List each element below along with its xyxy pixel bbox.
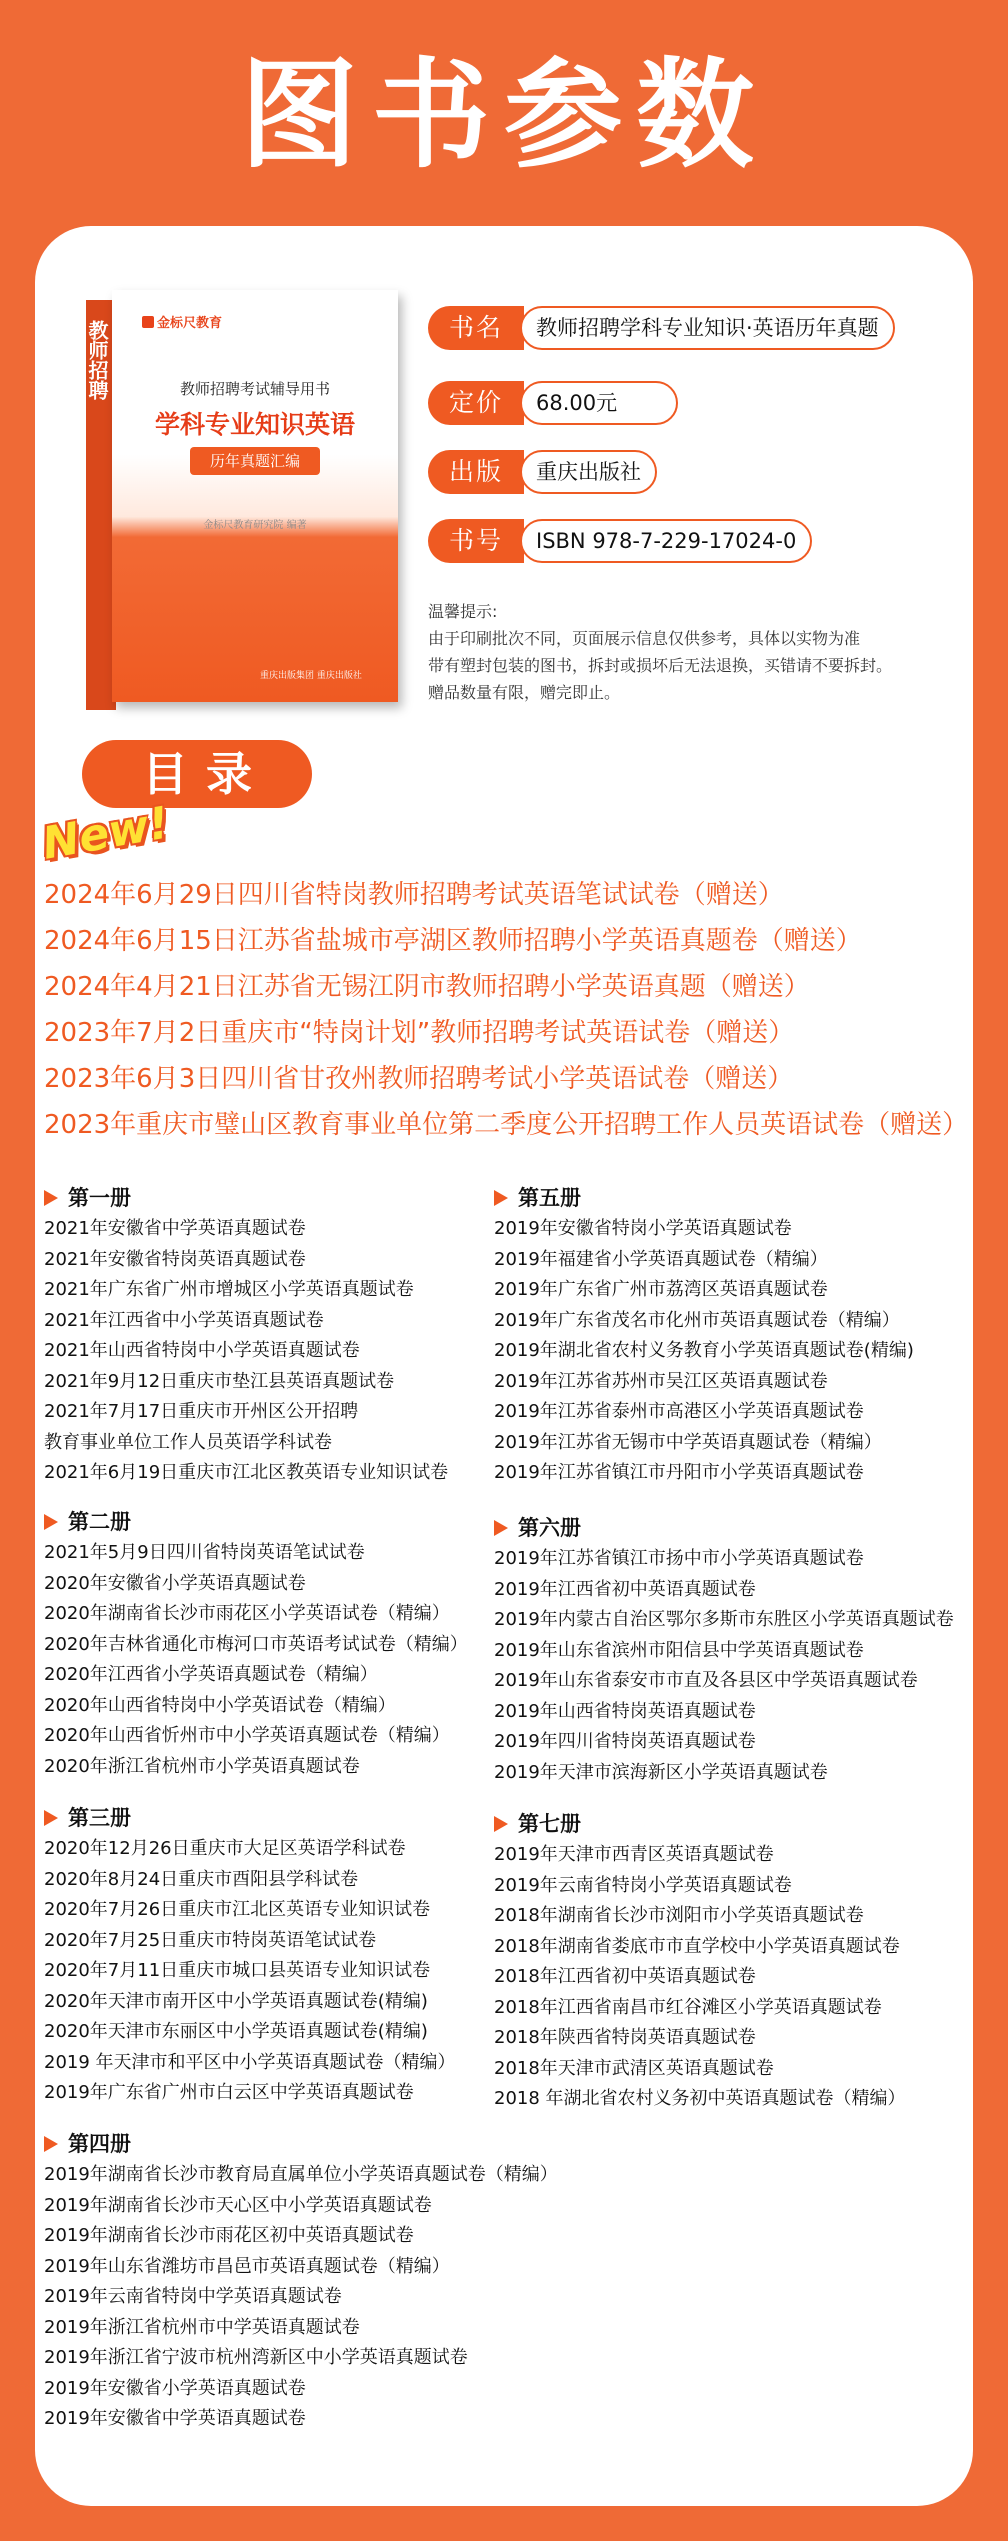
list-item: 2019年浙江省杭州市中学英语真题试卷: [44, 2316, 360, 2338]
volume-title: 第一册: [44, 1182, 448, 1214]
list-item: 2021年5月9日四川省特岗英语笔试试卷: [44, 1542, 365, 1563]
list-item: 2019 年天津市和平区中小学英语真题试卷（精编）: [44, 2051, 456, 2073]
volume-title: 第七册: [494, 1808, 906, 1840]
list-item: 2019年浙江省宁波市杭州湾新区中小学英语真题试卷: [44, 2347, 468, 2368]
list-item: 2021年广东省广州市增城区小学英语真题试卷: [44, 1279, 414, 1300]
featured-item: 2024年6月29日四川省特岗教师招聘考试英语笔试试卷（赠送）: [44, 880, 784, 910]
volume-2: [44, 1506, 468, 1782]
publisher-logo: 金标尺教育: [142, 312, 222, 331]
notice: [428, 598, 968, 706]
spec-label: 书号: [428, 519, 524, 563]
volume-title: 第四册: [44, 2128, 558, 2160]
volume-title: 第六册: [494, 1512, 954, 1544]
list-item: 2019年福建省小学英语真题试卷（精编）: [494, 1248, 828, 1270]
list-item: 2020年7月25日重庆市特岗英语笔试试卷: [44, 1929, 377, 1951]
spec-value: ISBN 978-7-229-17024-0: [520, 519, 812, 563]
list-item: 2021年江西省中小学英语真题试卷: [44, 1309, 324, 1331]
list-item: 2021年山西省特岗中小学英语真题试卷: [44, 1340, 360, 1361]
featured-list: [44, 872, 969, 1148]
list-item: 2019年山东省泰安市市直及各县区中学英语真题试卷: [494, 1670, 918, 1691]
list-item: 2021年安徽省特岗英语真题试卷: [44, 1248, 306, 1270]
book-badge: 历年真题汇编: [190, 447, 320, 475]
list-item: 2019年江西省初中英语真题试卷: [494, 1578, 756, 1600]
volume-5: [494, 1182, 914, 1489]
list-item: 2019年湖南省长沙市雨花区初中英语真题试卷: [44, 2225, 414, 2246]
list-item: 2019年广东省广州市白云区中学英语真题试卷: [44, 2082, 414, 2103]
book-title: 学科专业知识英语: [154, 410, 355, 439]
list-item: 2019年山西省特岗英语真题试卷: [494, 1700, 756, 1722]
spec-value: 68.00元: [520, 381, 678, 425]
list-item: 2018年湖南省娄底市市直学校中小学英语真题试卷: [494, 1935, 900, 1957]
volume-title: 第五册: [494, 1182, 914, 1214]
list-item: 2019年山东省潍坊市昌邑市英语真题试卷（精编）: [44, 2255, 450, 2277]
featured-item: 2023年7月2日重庆市“特岗计划”教师招聘考试英语试卷（赠送）: [44, 1018, 795, 1048]
list-item: 2019年云南省特岗中学英语真题试卷: [44, 2286, 342, 2307]
list-item: 2020年吉林省通化市梅河口市英语考试试卷（精编）: [44, 1633, 468, 1655]
volume-6: [494, 1512, 954, 1788]
list-item: 教育事业单位工作人员英语学科试卷: [44, 1431, 332, 1453]
toc-title: 目录: [82, 740, 312, 808]
volume-title: 第二册: [44, 1506, 468, 1538]
list-item: 2021年6月19日重庆市江北区教英语专业知识试卷: [44, 1462, 449, 1483]
notice-line: 赠品数量有限，赠完即止。: [428, 683, 621, 702]
book-author: 金标尺教育研究院 编著: [203, 520, 307, 531]
notice-heading: 温馨提示:: [428, 602, 498, 621]
list-item: 2019年湖南省长沙市天心区中小学英语真题试卷: [44, 2194, 432, 2216]
list-item: 2019年江苏省无锡市中学英语真题试卷（精编）: [494, 1431, 882, 1453]
book-subtitle: 教师招聘考试辅导用书: [179, 380, 330, 398]
new-badge: New!: [38, 797, 173, 870]
list-item: 2019年四川省特岗英语真题试卷: [494, 1731, 756, 1752]
list-item: 2021年7月17日重庆市开州区公开招聘: [44, 1401, 359, 1422]
list-item: 2019年江苏省镇江市扬中市小学英语真题试卷: [494, 1548, 864, 1569]
featured-item: 2024年6月15日江苏省盐城市亭湖区教师招聘小学英语真题卷（赠送）: [44, 926, 862, 956]
volume-7: [494, 1808, 906, 2115]
list-item: 2018年湖南省长沙市浏阳市小学英语真题试卷: [494, 1905, 864, 1926]
spec-value: 教师招聘学科专业知识·英语历年真题: [520, 306, 895, 350]
notice-line: 带有塑封包装的图书，拆封或损坏后无法退换，买错请不要拆封。: [428, 656, 893, 675]
volume-title: 第三册: [44, 1802, 456, 1834]
volume-4: [44, 2128, 558, 2435]
list-item: 2020年山西省特岗中小学英语试卷（精编）: [44, 1694, 396, 1716]
notice-line: 由于印刷批次不同，页面展示信息仅供参考，具体以实物为准: [428, 629, 861, 648]
book-front: [112, 290, 398, 702]
list-item: 2020年山西省忻州市中小学英语真题试卷（精编）: [44, 1725, 450, 1746]
list-item: 2019年湖北省农村义务教育小学英语真题试卷(精编): [494, 1340, 914, 1361]
list-item: 2019年江苏省镇江市丹阳市小学英语真题试卷: [494, 1462, 864, 1483]
list-item: 2021年安徽省中学英语真题试卷: [44, 1218, 306, 1239]
volume-1: [44, 1182, 448, 1489]
list-item: 2020年天津市东丽区中小学英语真题试卷(精编): [44, 2021, 428, 2042]
list-item: 2020年7月11日重庆市城口县英语专业知识试卷: [44, 1960, 431, 1981]
list-item: 2019年安徽省特岗小学英语真题试卷: [494, 1218, 792, 1239]
list-item: 2018年天津市武清区英语真题试卷: [494, 2057, 774, 2079]
featured-item: 2024年4月21日江苏省无锡江阴市教师招聘小学英语真题（赠送）: [44, 972, 810, 1002]
list-item: 2020年7月26日重庆市江北区英语专业知识试卷: [44, 1899, 431, 1920]
list-item: 2019年山东省滨州市阳信县中学英语真题试卷: [494, 1639, 864, 1661]
book-publisher: 重庆出版集团 重庆出版社: [260, 671, 362, 681]
list-item: 2019年江苏省苏州市吴江区英语真题试卷: [494, 1370, 828, 1392]
list-item: 2020年天津市南开区中小学英语真题试卷(精编): [44, 1990, 428, 2012]
page-title: 图书参数: [239, 46, 768, 184]
list-item: 2021年9月12日重庆市垫江县英语真题试卷: [44, 1370, 395, 1392]
list-item: 2020年12月26日重庆市大足区英语学科试卷: [44, 1838, 406, 1859]
list-item: 2020年浙江省杭州市小学英语真题试卷: [44, 1755, 360, 1777]
list-item: 2020年江西省小学英语真题试卷（精编）: [44, 1664, 378, 1685]
featured-item: 2023年6月3日四川省甘孜州教师招聘考试小学英语试卷（赠送）: [44, 1064, 794, 1094]
list-item: 2020年8月24日重庆市酉阳县学科试卷: [44, 1868, 359, 1890]
list-item: 2019年安徽省中学英语真题试卷: [44, 2408, 306, 2429]
list-item: 2019年天津市西青区英语真题试卷: [494, 1844, 774, 1865]
book-cover: [86, 290, 398, 710]
book-spine-text: 教师招聘: [85, 320, 109, 400]
featured-item: 2023年重庆市璧山区教育事业单位第二季度公开招聘工作人员英语试卷（赠送）: [44, 1110, 969, 1140]
list-item: 2018年江西省南昌市红谷滩区小学英语真题试卷: [494, 1996, 882, 2018]
list-item: 2019年湖南省长沙市教育局直属单位小学英语真题试卷（精编）: [44, 2164, 558, 2185]
list-item: 2020年安徽省小学英语真题试卷: [44, 1572, 306, 1594]
list-item: 2020年湖南省长沙市雨花区小学英语试卷（精编）: [44, 1603, 450, 1624]
spec-label: 书名: [428, 306, 524, 350]
volume-3: [44, 1802, 456, 2109]
list-item: 2019年安徽省小学英语真题试卷: [44, 2377, 306, 2399]
list-item: 2019年广东省广州市荔湾区英语真题试卷: [494, 1279, 828, 1300]
list-item: 2018年陕西省特岗英语真题试卷: [494, 2027, 756, 2048]
spec-value: 重庆出版社: [520, 450, 657, 494]
spec-label: 定价: [428, 381, 524, 425]
spec-label: 出版: [428, 450, 524, 494]
list-item: 2019年天津市滨海新区小学英语真题试卷: [494, 1761, 828, 1783]
list-item: 2019年云南省特岗小学英语真题试卷: [494, 1874, 792, 1896]
list-item: 2018年江西省初中英语真题试卷: [494, 1966, 756, 1987]
list-item: 2019年江苏省泰州市高港区小学英语真题试卷: [494, 1401, 864, 1422]
list-item: 2019年广东省茂名市化州市英语真题试卷（精编）: [494, 1309, 900, 1331]
list-item: 2019年内蒙古自治区鄂尔多斯市东胜区小学英语真题试卷: [494, 1609, 954, 1630]
list-item: 2018 年湖北省农村义务初中英语真题试卷（精编）: [494, 2088, 906, 2109]
